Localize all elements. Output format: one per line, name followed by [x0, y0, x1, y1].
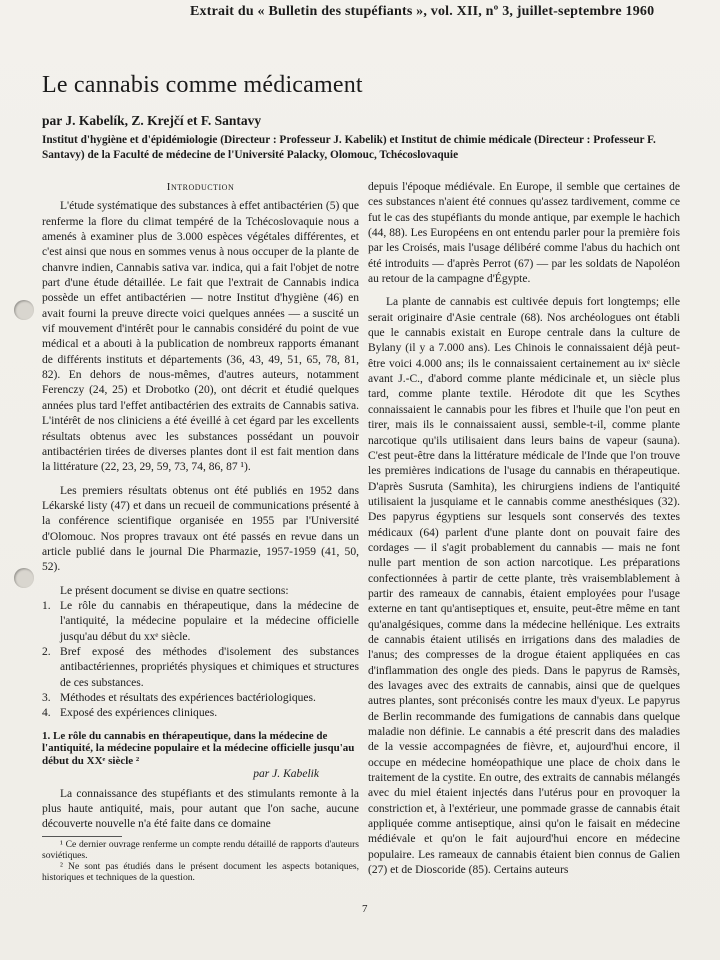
paragraph: La connaissance des stupéfiants et des stimulants remonte à la plus haute antiquité, mais, pour autant que l'on sache, aucune découverte nouvelle n'a été faite dans ce domaine: [42, 787, 359, 831]
section-byline: par J. Kabelik: [253, 768, 319, 781]
paragraph: La plante de cannabis est cultivée depuis fort longtemps; elle serait originaire d'Asie centrale (68). Nos archéologues ont établi que le cannabis existait en Europe centrale dans la culture de Bylany (il y a 7.000 ans). Les Chinois le connaissaient déjà peut-être voici 4.000 ans; ils le connaissaient certainement au ixᵉ siècle avant J.-C., d'abord comme plante médicinale et, un siècle plus tard, comme plante textile. Hérodote dit que les Scythes connaissaient le cannabis pour les fibres et l'huile que l'on peut en tirer, mais ils le connaissaient aussi, semble-t-il, comme plante narcotique qu'ils utilisaient dans leurs bains de vapeur (sauna). C'est peut-être dans la littérature médicale de l'Inde que l'on trouve les premières indications de l'usage du cannabis en thérapeutique. D'après Susruta (Samhita), les chirurgiens indiens de l'antiquité utilisaient la jusquiame et le cannabis comme anesthésiques (32). Des papyrus égyptiens sur lesquels sont conservés des textes médicaux (64) parlent d'une plante dont on pouvait faire des cordages — il s'agit probablement du cannabis — mais ne font nulle part mention de son action narcotique. Les préparations confectionnées à partir de cette plante, très vraisemblablement à partir des rameaux de cannabis, étaient employées pour l'usage externe en tant qu'antiseptiques et, ensuite, peut-être même en tant qu'analgésiques, comme dans la médecine hellénique. Les extraits de cannabis étaient utilisés en irrigations dans des maladies de l'anus; des compresses de la drogue étaient appliquées en cas d'inflammation des ongle des pieds. Dans le papyrus de Ramsès, des lavages avec des extraits de cannabis, ainsi que de quelques autres plantes, sont préconisés contre les maux d'yeux. Le papyrus de Berlin recommande des fumigations de cannabis dans quelque maladie non définie. Le cannabis a été prescrit dans des maladies de la vessie accompagnées de fièvre, et, aujourd'hui encore, il occupe en médecine homéopathique une place de choix dans le traitement de la cystite. En outre, des extraits de cannabis mélangés avec du miel étaient injectés dans l'utérus pour en provoquer la constriction et, à l'extérieur, une pommade grasse de cannabis était appliquée comme antiseptique, ainsi qu'on le faisait en médecine médiévale et qu'on le fait aujourd'hui encore en médecine populaire. Les rameaux de cannabis étaient bien connus de Galien (27) et de Dioscoride (85). Certains auteurs: [368, 296, 680, 877]
affiliation: Institut d'hygiène et d'épidémiologie (Directeur : Professeur J. Kabelik) et Institut de chimie médicale (Directeur : Professeur F. Santavy) de la Faculté de médecine de l'Université Palacky, Olomouc, Tchécoslovaquie: [42, 134, 656, 161]
punch-hole-bottom: [14, 568, 34, 588]
journal-header: Extrait du « Bulletin des stupéfiants », vol. XII, nº 3, juillet-septembre 1960: [190, 4, 655, 19]
list-item: 3. Méthodes et résultats des expériences bactériologiques.: [42, 692, 316, 704]
footnote: ¹ Ce dernier ouvrage renferme un compte rendu détaillé de rapports d'auteurs soviétiques.: [42, 838, 359, 861]
section-heading: 1. Le rôle du cannabis en thérapeutique, dans la médecine de l'antiquité, la médecine populaire et la médecine officielle jusqu'au début du XXᵉ siècle ²: [42, 729, 355, 767]
right-column: [368, 180, 680, 878]
page-number: 7: [362, 903, 368, 915]
left-column: [42, 180, 359, 883]
article-title: Le cannabis comme médicament: [42, 72, 363, 98]
punch-hole-top: [14, 300, 34, 320]
paragraph: depuis l'époque médiévale. En Europe, il semble que certaines de ces substances n'aient été connues qu'assez tardivement, comme ce fut le cas des stupéfiants du monde antique, par exemple le hachich (44, 88). Les Européens en ont entendu parler pour la première fois par les Croisés, mais l'usage délibéré comme l'abus du hachich ont été introduits — d'après Perrot (67) — par les soldats de Napoléon au retour de la campagne d'Égypte.: [368, 181, 680, 286]
paragraph: L'étude systématique des substances à effet antibactérien (5) que renferme la flore du climat tempéré de la Tchécoslovaquie nous a amenés à examiner plus de 3.000 espèces végétales différentes, et c'est ainsi que nous en sommes venus à nous occuper de la plante de chanvre indien, Cannabis sativa var. indica, qui a fait l'objet de notre part d'une étude détaillée. Le fait que l'extrait de Cannabis indica possède un effet antibactérien — notre Institut d'hygiène (46) en avait fourni la preuve directe voici quelques années — a suscité un vif mouvement d'intérêt pour le cannabis considéré du point de vue médical et a abouti à la publication de nombreux rapports émanant de différents instituts et départements (36, 43, 49, 51, 65, 78, 81, 82). En dehors de nous-mêmes, d'autres auteurs, notamment Ferenczy (24, 25) et Drobotko (20), ont décrit et étudié quelques années plus tard l'effet antibactérien des extraits de Cannabis sativa. L'intérêt de nos cliniciens a été éveillé à cet égard par les excellents résultats obtenus avec les substances possédant un pouvoir antibactérien tirées de diverses plantes dont il est fait mention dans la littérature (22, 23, 29, 59, 73, 74, 86, 87 ¹).: [42, 200, 359, 474]
paragraph: Le présent document se divise en quatre sections:: [60, 584, 289, 597]
footnote-rule: [42, 836, 122, 837]
intro-heading: Introduction: [166, 181, 235, 193]
list-item: 1. Le rôle du cannabis en thérapeutique, dans la médecine de l'antiquité, la médecine populaire et la médecine officielle jusqu'au début du xxᵉ siècle.: [42, 599, 359, 643]
list-item: 4. Exposé des expériences cliniques.: [42, 707, 218, 720]
paragraph: Les premiers résultats obtenus ont été publiés en 1952 dans Lékarské listy (47) et dans un recueil de communications présenté à la conférence scientifique organisée en 1955 par l'Université d'Olomouc. Nos propres travaux ont été passés en revue dans un article publié dans le journal Die Pharmazie, 1957-1959 (41, 50, 52).: [42, 484, 359, 574]
list-item: 2. Bref exposé des méthodes d'isolement des substances antibactériennes, propriétés physiques et chimiques et structures de ces substances.: [42, 645, 359, 689]
footnote: ² Ne sont pas étudiés dans le présent document les aspects botaniques, historiques et techniques de la question.: [42, 860, 359, 884]
authors-line: par J. Kabelík, Z. Krejčí et F. Santavy: [42, 113, 262, 128]
